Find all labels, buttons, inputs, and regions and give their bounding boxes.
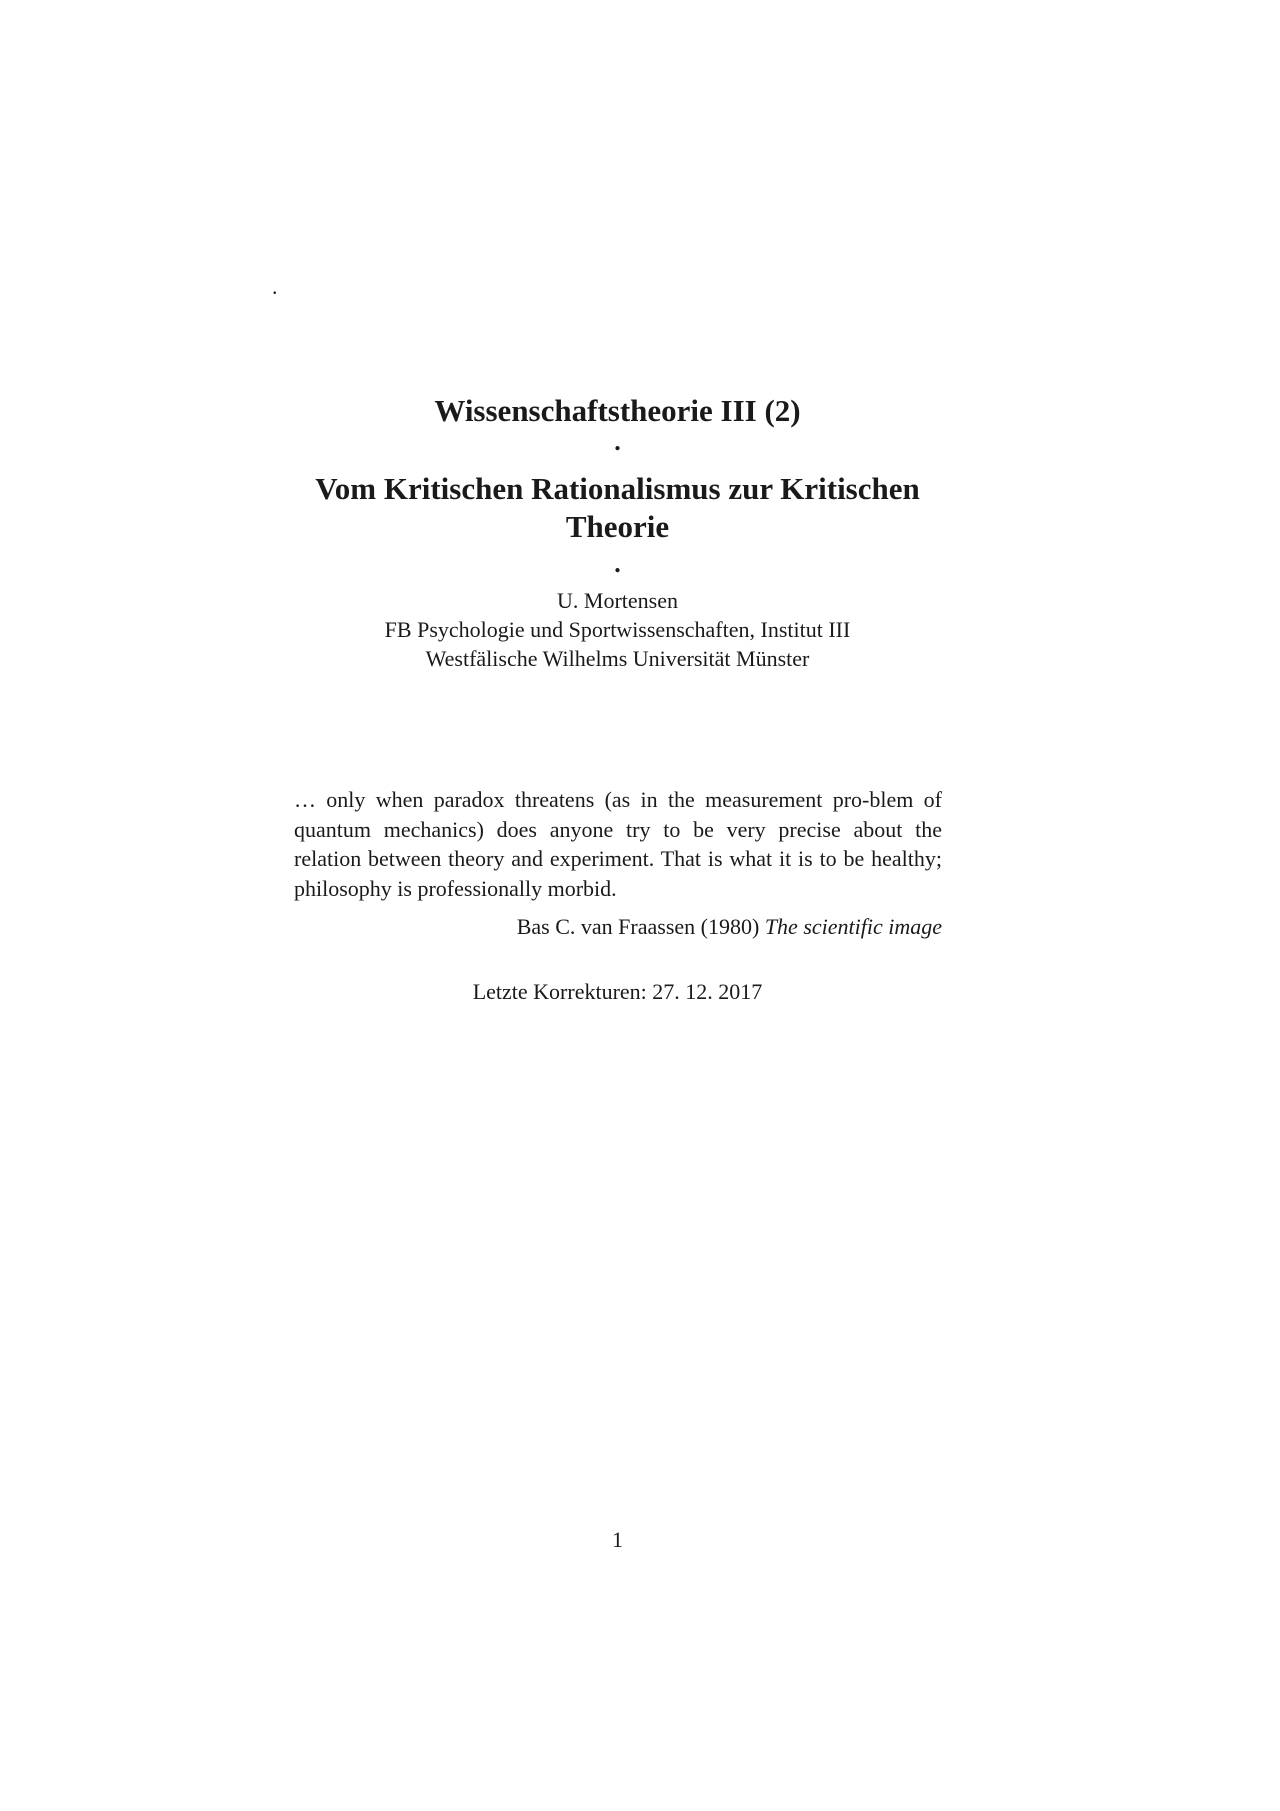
title-line-1: Wissenschaftstheorie III (2) [434,393,801,428]
epigraph-quote: … only when paradox threatens (as in the measurement pro-blem of quantum mechanics) does anyone try to be very precise about the relation between theory and experiment. That is what it is to be healthy; philosophy is professionally morbid. [294,787,942,901]
subtitle-line-1: Vom Kritischen Rationalismus zur Kritischen [315,471,920,506]
affiliation-line-1: FB Psychologie und Sportwissenschaften, Institut III [384,617,851,642]
title-separator-1: . [614,427,621,456]
stray-dot-mark: . [272,274,278,299]
author-name: U. Mortensen [557,588,678,613]
quote-source: The scientific image [764,914,942,939]
title-separator-2: . [614,549,621,578]
affiliation-line-2: Westfälische Wilhelms Universität Münster [425,646,810,671]
last-corrections-date: Letzte Korrekturen: 27. 12. 2017 [472,979,763,1004]
subtitle [0,470,1235,546]
epigraph-attribution [294,912,942,941]
quote-author: Bas C. van Fraassen (1980) [516,914,760,939]
author-block [0,586,1235,673]
page-number: 1 [612,1527,623,1552]
subtitle-line-2: Theorie [565,509,670,544]
